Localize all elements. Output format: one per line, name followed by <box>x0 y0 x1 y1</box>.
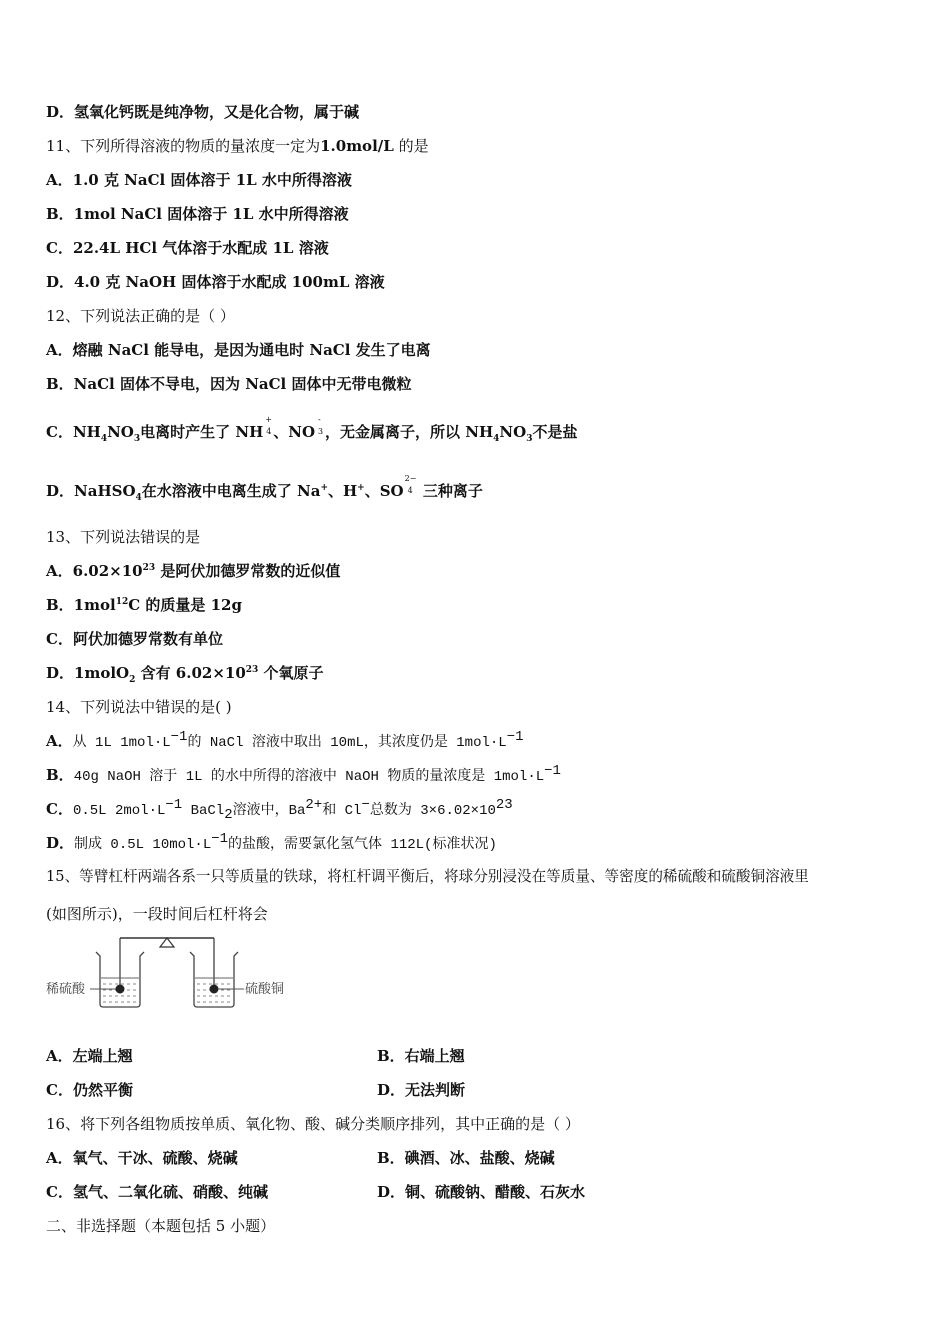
h-charge: + <box>357 483 365 493</box>
q11-stem-prefix: 11、下列所得溶液的物质的量浓度一定为 <box>46 137 321 155</box>
q16-option-d: D．铜、硫酸钠、醋酸、石灰水 <box>377 1183 586 1201</box>
q15-stem-line2: (如图所示)，一段时间后杠杆将会 <box>46 905 268 923</box>
q13-option-a <box>46 561 340 581</box>
q14-option-c <box>46 799 513 821</box>
q14c-text: 0.5L 2mol·L <box>72 803 166 819</box>
nh4-charge: + <box>265 415 272 424</box>
left-iron-ball <box>116 985 125 994</box>
q12c-sub: 3 <box>526 434 533 444</box>
q12c-text: NO <box>499 423 527 441</box>
q14c-text: BaCl <box>182 803 225 819</box>
q12d-text: 三种离子 <box>417 482 483 500</box>
q14-option-b <box>46 765 561 787</box>
q12c-sub: 3 <box>133 434 141 444</box>
q15-option-c: C．仍然平衡 <box>46 1081 133 1099</box>
q14b-text: 40g NaOH 溶于 1L 的水中所得的溶液中 NaOH 物质的量浓度是 1mol·L <box>73 769 545 785</box>
section2-title: 二、非选择题（本题包括 5 小题） <box>46 1217 276 1235</box>
q12-option-a: A．熔融 NaCl 能导电，是因为通电时 NaCl 发生了电离 <box>46 341 431 359</box>
q11-option-a: A．1.0 克 NaCl 固体溶于 1L 水中所得溶液 <box>46 171 352 189</box>
q12d-sub: 4 <box>135 493 142 503</box>
q16-option-b: B．碘酒、冰、盐酸、烧碱 <box>377 1149 555 1167</box>
q13a-sup: 23 <box>142 563 156 573</box>
q14c-sup: 23 <box>495 797 513 813</box>
q14d-text: 的盐酸，需要氯化氢气体 112L(标准状况) <box>228 837 497 853</box>
q16-option-c: C．氢气、二氧化硫、硝酸、纯碱 <box>46 1183 268 1201</box>
q14c-text: 总数为 3×6.02×10 <box>369 803 496 819</box>
q12c-text: ，无金属离子，所以 NH <box>325 423 494 441</box>
q12d-text: 在水溶液中电离生成了 Na <box>141 482 321 500</box>
q11-stem-suffix: 的是 <box>393 137 429 155</box>
q12-stem: 12、下列说法正确的是（ ） <box>46 307 235 325</box>
q13b-text: C 的质量是 12g <box>128 596 242 614</box>
q16-option-a: A．氧气、干冰、硫酸、烧碱 <box>46 1149 238 1167</box>
q12-option-d <box>46 474 483 503</box>
q12d-text: 、SO <box>364 482 404 500</box>
q14d-letter: D． <box>46 834 75 852</box>
q13a-text: A．6.02×10 <box>46 562 143 580</box>
q14d-text: 制成 0.5L 10mol·L <box>74 837 212 853</box>
q15-option-d: D．无法判断 <box>377 1081 466 1099</box>
q13-option-d <box>46 663 324 683</box>
q12c-text: 电离时产生了 NH <box>140 423 264 441</box>
q11-stem-value: 1.0mol/L <box>320 137 394 155</box>
q12d-text: D．NaHSO <box>46 482 136 500</box>
q14a-sup: −1 <box>506 729 524 745</box>
q12-option-b: B．NaCl 固体不导电，因为 NaCl 固体中无带电微粒 <box>46 375 412 393</box>
q16-stem: 16、将下列各组物质按单质、氧化物、酸、碱分类顺序排列，其中正确的是（ ） <box>46 1115 580 1133</box>
no3-charge-block <box>315 415 325 442</box>
q15-option-b: B．右端上翘 <box>377 1047 465 1065</box>
q14-option-a <box>46 731 524 753</box>
q14a-sup: −1 <box>170 729 188 745</box>
so4-charge: 2− <box>404 474 417 483</box>
q11-option-c: C．22.4L HCl 气体溶于水配成 1L 溶液 <box>46 239 329 257</box>
q13d-sub: 2 <box>129 675 136 685</box>
q13d-text: 含有 6.02×10 <box>135 664 246 682</box>
q13d-text: D．1molO <box>46 664 130 682</box>
q13-option-b <box>46 595 242 615</box>
q13b-sup: 12 <box>115 597 129 607</box>
lever-beaker-figure <box>44 934 294 1014</box>
nh4-sub: 4 <box>266 427 272 436</box>
fulcrum-icon <box>160 938 174 947</box>
nh4-charge-block <box>263 415 273 442</box>
q14b-letter: B． <box>46 766 74 784</box>
q11-option-d: D．4.0 克 NaOH 固体溶于水配成 100mL 溶液 <box>46 273 385 291</box>
q14a-text: 从 1L 1mol·L <box>72 735 171 751</box>
q15-option-a: A．左端上翘 <box>46 1047 133 1065</box>
q12-option-c <box>46 415 578 444</box>
q13d-text: 个氧原子 <box>258 664 324 682</box>
right-solution-label: 硫酸铜 <box>245 982 285 997</box>
q15-stem-line1: 15、等臂杠杆两端各系一只等质量的铁球，将杠杆调平衡后，将球分别浸没在等质量、等密度的稀硫酸和硫酸铜溶液里 <box>46 868 809 885</box>
left-solution-label: 稀硫酸 <box>46 982 86 997</box>
q14b-sup: −1 <box>544 763 561 779</box>
q12d-text: 、H <box>327 482 358 500</box>
q13d-sup: 23 <box>245 665 259 675</box>
so4-sub: 4 <box>407 486 413 495</box>
no3-charge: - <box>318 415 321 424</box>
right-iron-ball <box>210 985 219 994</box>
q12c-text: 、NO <box>273 423 316 441</box>
q14-option-d <box>46 833 497 855</box>
na-charge: + <box>320 483 328 493</box>
q10-option-d: D．氢氧化钙既是纯净物，又是化合物，属于碱 <box>46 103 360 121</box>
q14a-letter: A． <box>46 732 73 750</box>
q14c-text: 溶液中，Ba <box>232 803 306 819</box>
so4-charge-block <box>404 474 418 501</box>
q14d-sup: −1 <box>211 831 229 847</box>
q12c-text: 不是盐 <box>532 423 578 441</box>
q14c-sub: 2 <box>224 807 233 823</box>
q14c-sup: −1 <box>165 797 183 813</box>
no3-sub: 3 <box>318 427 324 436</box>
q14c-sup: 2+ <box>305 797 323 813</box>
q13-stem: 13、下列说法错误的是 <box>46 528 201 546</box>
q14a-text: 的 NaCl 溶液中取出 10mL，其浓度仍是 1mol·L <box>187 735 507 751</box>
q11-stem <box>46 136 429 156</box>
q14-stem: 14、下列说法中错误的是( ) <box>46 698 232 716</box>
q12c-text: C．NH <box>46 423 101 441</box>
q11-option-b: B．1mol NaCl 固体溶于 1L 水中所得溶液 <box>46 205 349 223</box>
q13b-text: B．1mol <box>46 596 116 614</box>
q13-option-c: C．阿伏加德罗常数有单位 <box>46 630 223 648</box>
q12c-text: NO <box>107 423 134 441</box>
q14c-text: 和 Cl <box>322 803 362 819</box>
q13a-text: 是阿伏加德罗常数的近似值 <box>155 562 341 580</box>
q12c-sub: 4 <box>100 434 108 444</box>
q12c-sub: 4 <box>493 434 500 444</box>
q14c-sup: − <box>361 797 370 813</box>
q14c-letter: C． <box>46 800 73 818</box>
